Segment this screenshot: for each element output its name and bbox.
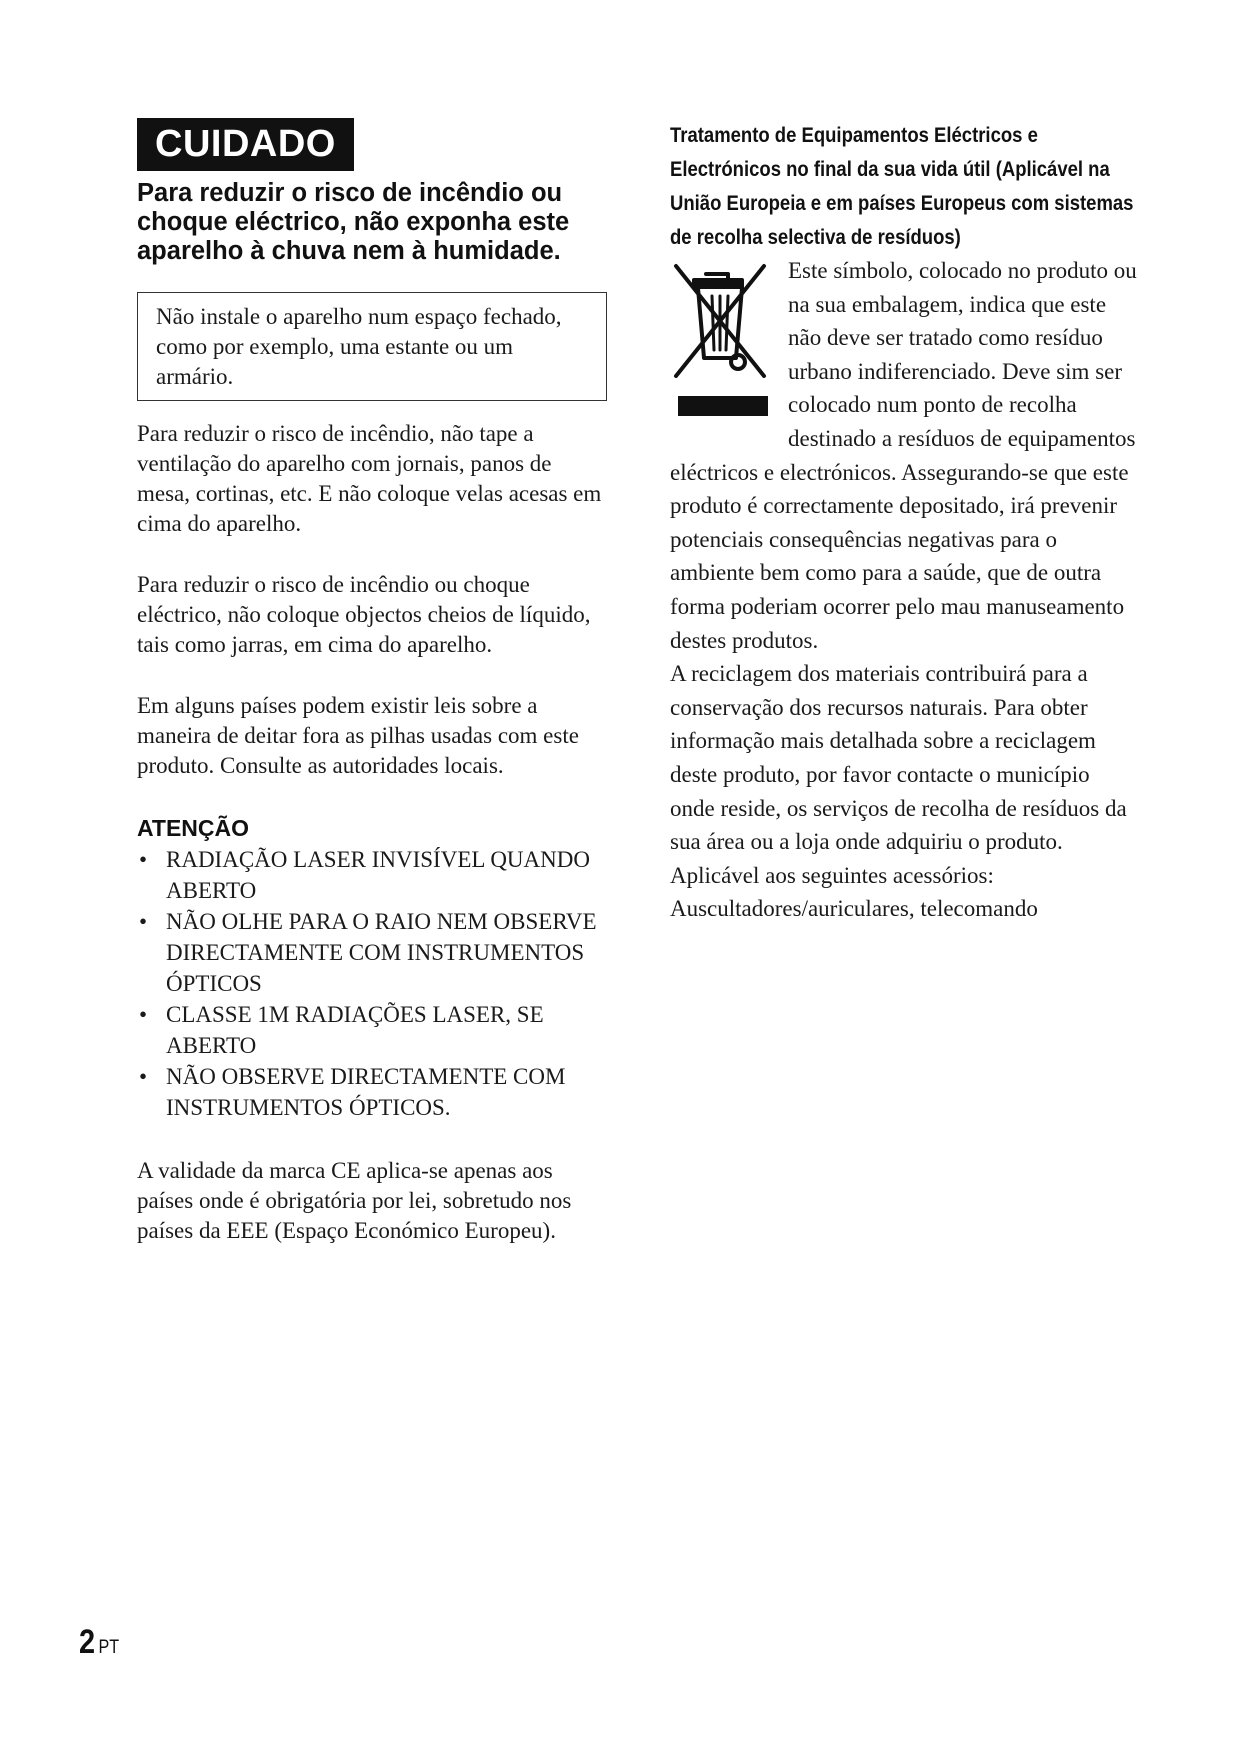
warning-item bbox=[137, 1061, 607, 1123]
warning-list bbox=[137, 844, 607, 1123]
applicable-label: Aplicável aos seguintes acessórios: bbox=[670, 862, 994, 888]
ce-mark-paragraph: A validade da marca CE aplica-se apenas aos países onde é obrigatória por lei, sobretudo nos países da EEE (Espaço Económico Europeu). bbox=[137, 1158, 572, 1243]
ventilation-paragraph: Para reduzir o risco de incêndio, não tape a ventilação do aparelho com jornais, panos de mesa, cortinas, etc. E não coloque velas acesas em cima do aparelho. bbox=[137, 421, 602, 536]
warning-item bbox=[137, 999, 607, 1061]
bullet-glyph: • bbox=[139, 1002, 148, 1027]
weee-block bbox=[670, 254, 1140, 657]
boxed-notice: Não instale o aparelho num espaço fechado, como por exemplo, uma estante ou um armário. bbox=[137, 292, 607, 401]
recycling-paragraph: A reciclagem dos materiais contribuirá para a conservação dos recursos naturais. Para obter informação mais detalhada sobre a reciclagem deste produto, por favor contacte o município onde reside, os serviços de recolha de resíduos da sua área ou a loja onde adquiriu o produto. bbox=[670, 661, 1127, 855]
warning-item-text: RADIAÇÃO LASER INVISÍVEL QUANDO ABERTO bbox=[166, 847, 590, 903]
bullet-glyph: • bbox=[139, 1064, 148, 1089]
bullet-glyph: • bbox=[139, 909, 148, 934]
warning-item-text: NÃO OLHE PARA O RAIO NEM OBSERVE DIRECTAMENTE COM INSTRUMENTOS ÓPTICOS bbox=[166, 909, 597, 996]
page-number bbox=[79, 1625, 119, 1665]
bullet-glyph: • bbox=[139, 847, 148, 872]
liquids-paragraph: Para reduzir o risco de incêndio ou choque eléctrico, não coloque objectos cheios de líquido, tais como jarras, em cima do aparelho. bbox=[137, 572, 591, 657]
right-column bbox=[670, 118, 1140, 926]
applicable-items: Auscultadores/auriculares, telecomando bbox=[670, 896, 1038, 922]
page-number-value: 2 bbox=[79, 1623, 96, 1661]
weee-title: Tratamento de Equipamentos Eléctricos e Electrónicos no final da sua vida útil (Aplicável na União Europeia e em países Europeus com sistemas de recolha selectiva de resíduos) bbox=[670, 123, 1134, 249]
caution-heading: Para reduzir o risco de incêndio ou choque eléctrico, não exponha este aparelho à chuva nem à humidade. bbox=[137, 179, 570, 265]
warning-item-text: CLASSE 1M RADIAÇÕES LASER, SE ABERTO bbox=[166, 1002, 544, 1058]
language-code: PT bbox=[98, 1637, 120, 1658]
weee-body: Este símbolo, colocado no produto ou na sua embalagem, indica que este não deve ser tratado como resíduo urbano indiferenciado. Deve sim ser colocado num ponto de recolha destinado a resíduos de equipamentos eléctricos e electrónicos. Assegurando-se que este produto é correctamente depositado, irá prevenir potenciais consequências negativas para o ambiente bem como para a saúde, que de outra forma poderiam ocorrer pelo mau manuseamento destes produtos. bbox=[670, 258, 1137, 653]
warning-item bbox=[137, 906, 607, 999]
warning-item-text: NÃO OBSERVE DIRECTAMENTE COM INSTRUMENTOS ÓPTICOS. bbox=[166, 1064, 566, 1120]
batteries-paragraph: Em alguns países podem existir leis sobre a maneira de deitar fora as pilhas usadas com este produto. Consulte as autoridades locais. bbox=[137, 693, 579, 778]
crossed-out-wheelie-bin-icon bbox=[670, 258, 774, 426]
warning-item bbox=[137, 844, 607, 906]
left-column bbox=[137, 118, 607, 1246]
warning-title: ATENÇÃO bbox=[137, 815, 250, 841]
caution-badge: CUIDADO bbox=[137, 118, 354, 171]
